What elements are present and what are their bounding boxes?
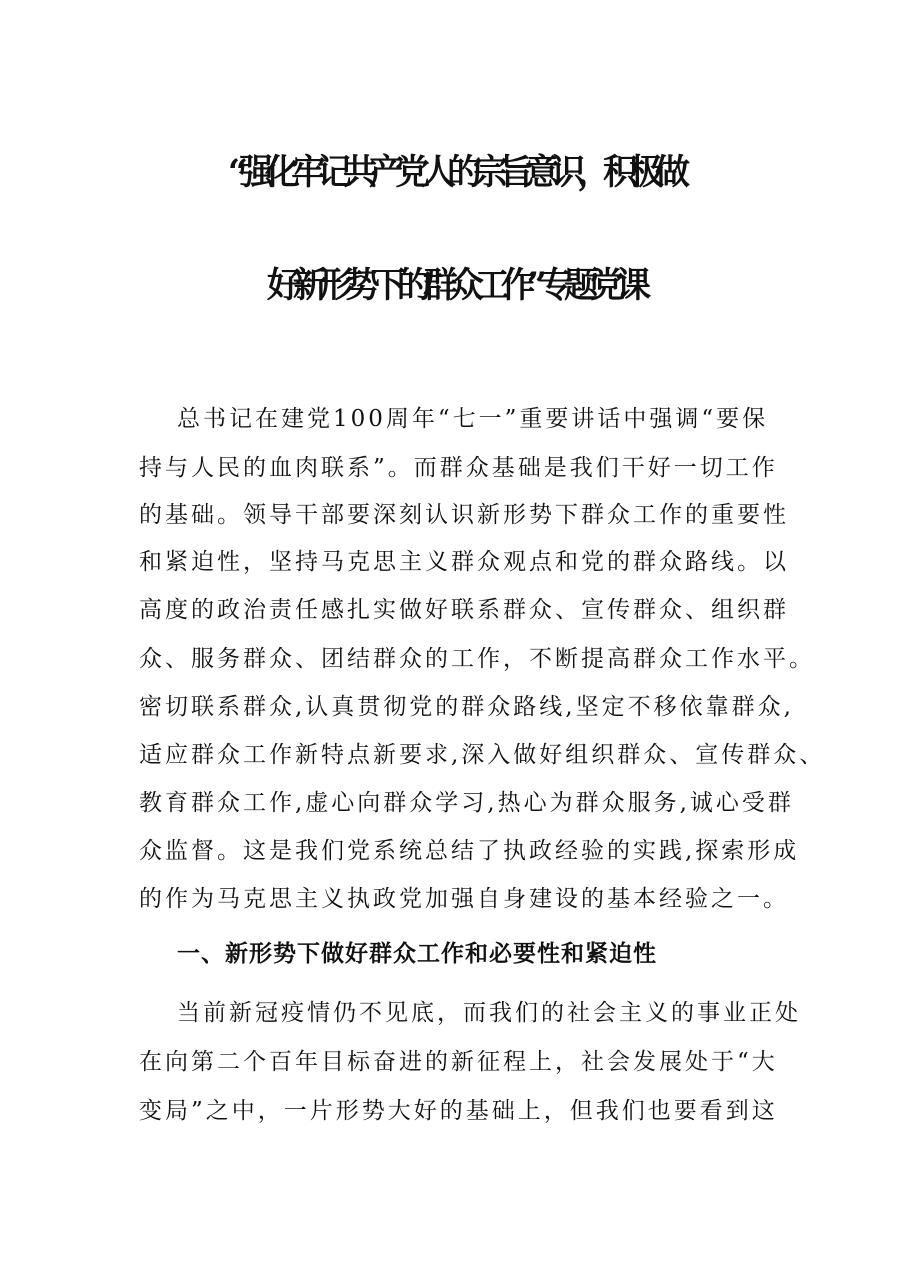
paragraph-line: 持与人民的血肉联系”。而群众基础是我们干好一切工作 bbox=[139, 455, 778, 481]
paragraph-line: 众监督。这是我们党系统总结了执政经验的实践,探索形成 bbox=[139, 838, 800, 864]
paragraph-line: 高度的政治责任感扎实做好联系群众、宣传群众、组织群 bbox=[139, 597, 789, 623]
paragraph-line: 的作为马克思主义执政党加强自身建设的基本经验之一。 bbox=[139, 886, 789, 912]
paragraph-line: 适应群众工作新特点新要求,深入做好组织群众、宣传群众、 bbox=[139, 742, 826, 768]
paragraph-line: 和紧迫性，坚持马克思主义群众观点和党的群众路线。以 bbox=[139, 549, 789, 575]
paragraph-line: 众、服务群众、团结群众的工作，不断提高群众工作水平。 bbox=[139, 646, 815, 672]
paragraph-line: 变局”之中，一片形势大好的基础上，但我们也要看到这 bbox=[139, 1098, 778, 1124]
paragraph-line: 教育群众工作,虚心向群众学习,热心为群众服务,诚心受群 bbox=[139, 790, 794, 816]
paragraph-line: 在向第二个百年目标奋进的新征程上，社会发展处于“大 bbox=[139, 1049, 778, 1075]
paragraph-line: 密切联系群众,认真贯彻党的群众路线,坚定不移依靠群众, bbox=[139, 694, 794, 720]
paragraph-line: 总书记在建党100周年“七一”重要讲话中强调“要保 bbox=[177, 406, 769, 432]
section-heading: 一、新形势下做好群众工作和必要性和紧迫性 bbox=[177, 940, 657, 967]
document-title-line-2: 好新形势下的群众工作”专题党课 bbox=[266, 265, 643, 306]
document-title-line-1: “强化牢记共产党人的宗旨意识，积极做 bbox=[227, 152, 682, 193]
paragraph-line: 当前新冠疫情仍不见底，而我们的社会主义的事业正处 bbox=[177, 1000, 801, 1026]
paragraph-line: 的基础。领导干部要深刻认识新形势下群众工作的重要性 bbox=[139, 502, 789, 528]
